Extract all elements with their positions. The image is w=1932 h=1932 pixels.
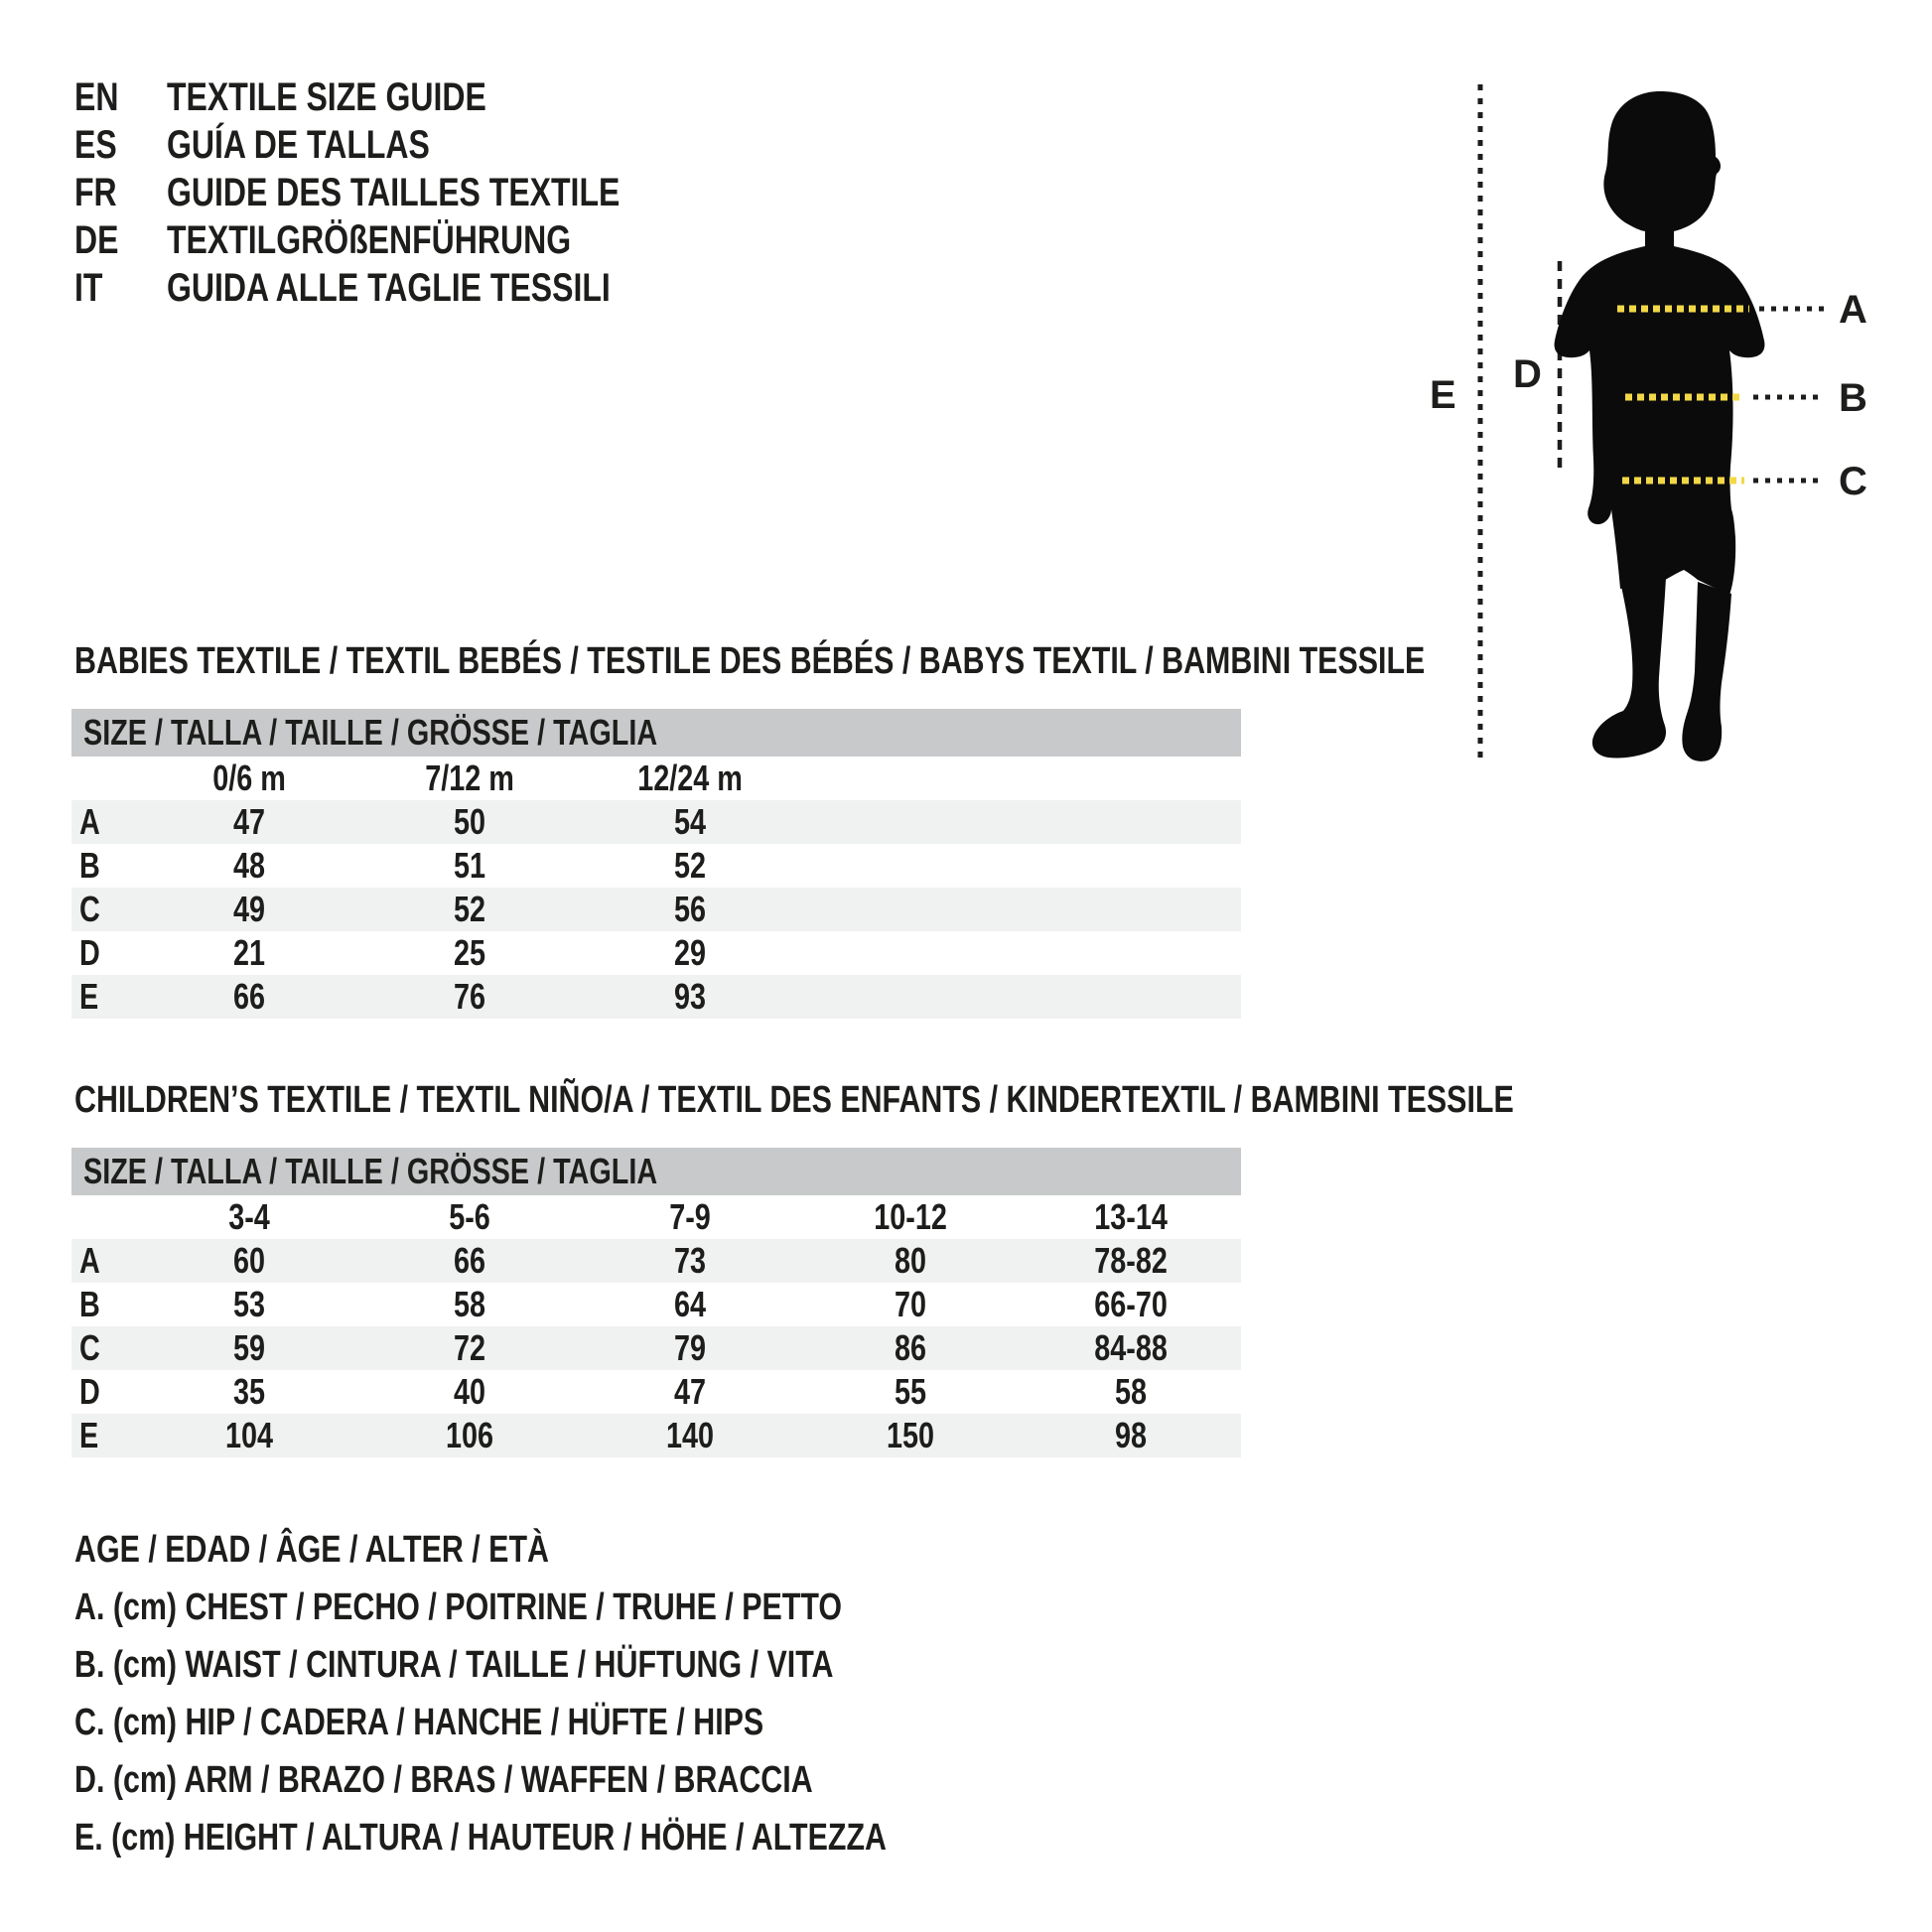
table-row: A 60 66 73 80 78-82 [71,1239,1241,1283]
column-header: 0/6 m [212,758,286,798]
measurement-legend [74,1521,1089,1866]
column-header: 13-14 [1094,1196,1168,1237]
babies-size-table [71,709,1241,1019]
column-header: 12/24 m [637,758,743,798]
children-section-heading: CHILDREN’S TEXTILE / TEXTIL NIÑO/A / TEXTIL DES ENFANTS / KINDERTEXTIL / BAMBINI TESSILE [74,1079,1514,1121]
language-code: DE [74,218,119,262]
row-label: C [79,1327,100,1368]
table-row: C 59 72 79 86 84-88 [71,1326,1241,1370]
language-title: GUIDA ALLE TAGLIE TESSILI [167,266,611,310]
children-column-header-row [71,1195,1241,1239]
row-label: D [79,932,100,973]
row-label: B [79,845,100,886]
language-row-es [74,121,733,169]
row-label: B [79,1284,100,1324]
legend-waist-line: B. (cm) WAIST / CINTURA / TAILLE / HÜFTUNG / VITA [74,1644,834,1686]
child-silhouette-body [1555,91,1765,595]
language-row-de [74,216,733,264]
table-row: D 35 40 47 55 58 [71,1370,1241,1414]
legend-height-line: E. (cm) HEIGHT / ALTURA / HAUTEUR / HÖHE / ALTEZZA [74,1817,887,1859]
label-height-e: E [1430,373,1456,417]
babies-section-heading: BABIES TEXTILE / TEXTIL BEBÉS / TESTILE DES BÉBÉS / BABYS TEXTIL / BAMBINI TESSILE [74,640,1426,682]
row-label: E [79,1415,99,1455]
language-code: ES [74,123,117,167]
table-row: C 49 52 56 [71,888,1241,931]
row-label: A [79,801,100,842]
table-row: B 48 51 52 [71,844,1241,888]
language-code: EN [74,75,119,119]
language-row-it [74,264,733,312]
language-code: IT [74,266,103,310]
children-size-table [71,1148,1241,1457]
column-header: 7-9 [669,1196,711,1237]
table-row: D 21 25 29 [71,931,1241,975]
language-title: GUIDE DES TAILLES TEXTILE [167,171,621,214]
babies-column-header-row [71,757,1241,800]
label-waist-b: B [1839,376,1867,420]
language-code: FR [74,171,117,214]
label-arm-d: D [1513,352,1542,396]
legend-arm-line: D. (cm) ARM / BRAZO / BRAS / WAFFEN / BRACCIA [74,1759,813,1801]
table-row: A 47 50 54 [71,800,1241,844]
legend-hip-line: C. (cm) HIP / CADERA / HANCHE / HÜFTE / HIPS [74,1702,764,1743]
row-label: E [79,976,99,1017]
label-hip-c: C [1839,460,1867,503]
column-header: 5-6 [449,1196,490,1237]
language-row-en [74,73,733,121]
legend-age-line: AGE / EDAD / ÂGE / ALTER / ETÀ [74,1529,549,1571]
column-header: 10-12 [874,1196,947,1237]
language-row-fr [74,169,733,216]
column-header: 3-4 [228,1196,270,1237]
language-title: GUÍA DE TALLAS [167,123,430,167]
table-row: E 66 76 93 [71,975,1241,1019]
legend-chest-line: A. (cm) CHEST / PECHO / POITRINE / TRUHE / PETTO [74,1587,843,1628]
table-row: E 104 106 140 150 98 [71,1414,1241,1457]
row-label: C [79,889,100,929]
language-title: TEXTILE SIZE GUIDE [167,75,486,119]
row-label: D [79,1371,100,1412]
children-table-header-bar: SIZE / TALLA / TAILLE / GRÖSSE / TAGLIA [71,1148,1241,1195]
table-row: B 53 58 64 70 66-70 [71,1283,1241,1326]
row-label: A [79,1240,100,1281]
column-header: 7/12 m [425,758,514,798]
language-title: TEXTILGRÖßENFÜHRUNG [167,218,572,262]
babies-table-header-bar: SIZE / TALLA / TAILLE / GRÖSSE / TAGLIA [71,709,1241,757]
language-title-block [74,73,733,312]
label-chest-a: A [1839,288,1867,332]
